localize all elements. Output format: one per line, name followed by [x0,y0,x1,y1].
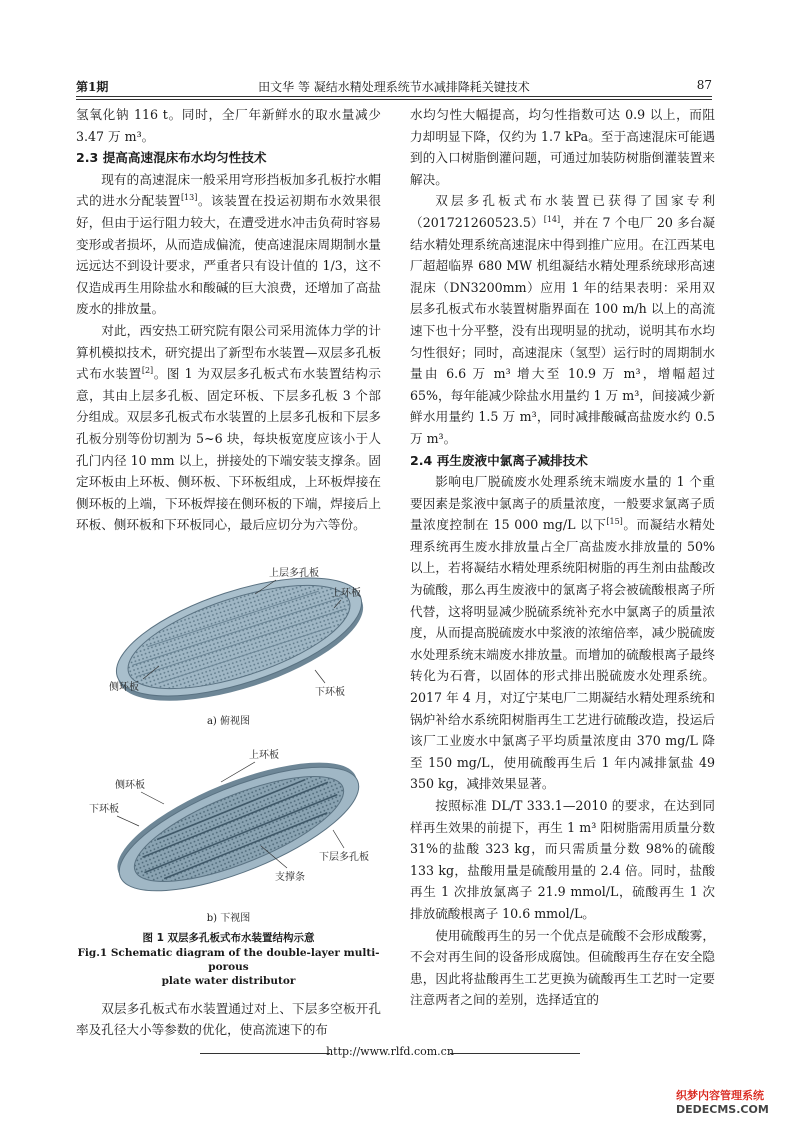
journal-url: http://www.rlfd.com.cn [326,1045,454,1058]
watermark-english: DEDECMS.COM [676,1103,769,1116]
paragraph-continued: 水均匀性大幅提高，均匀性指数可达 0.9 以上，而阻力却明显下降，仅约为 1.7 kPa。至于高速混床可能遇到的入口树脂倒灌问题，可通过加装防树脂倒灌装置来解决。 [410,107,715,187]
paragraph: 双层多孔板式布水装置通过对上、下层多空板开孔率及孔径大小等参数的优化，使高流速下的布 [76,1000,381,1038]
paragraph: 双层多孔板式布水装置已获得了国家专利（201721260523.5）[14]，并在 7 个电厂 20 多台凝结水精处理系统高速混床中得到推广应用。在江西某电厂超超临界 680 MW 机组凝结水精处理系统球形高速混床（DN3200mm）应用 1 年的结果表明：采用双层多孔板式布水装置树脂界面在 100 m/h 以上的高流速下也十分平整，没有出现明显的扰动，说明其布水均匀性很好；同时，高速混床（氢型）运行时的周期制水量由 6.6 万 m³ 增大至 10.9 万 m³，增幅超过 65%，每年能减少除盐水用量约 1 万 m³，间接减少新鲜水用量约 1.5 万 m³，同时减排酸碱高盐废水约 0.5 万 m³。 [410,193,715,446]
label-side-ring-plate: 侧环板 [108,681,139,693]
paragraph: 使用硫酸再生的另一个优点是硫酸不会形成酸雾，不会对再生间的设备形成腐蚀。但硫酸再生存在安全隐患，因此将盐酸再生工艺更换为硫酸再生工艺时一定要注意两者之间的差别，选择适宜的 [410,927,715,1008]
label-side-ring-plate: 侧环板 [114,779,145,791]
figure-caption-english-line2: plate water distributor [161,974,296,987]
figure-1b-bottom-view [79,734,379,909]
right-column [410,104,715,1011]
distributor-bottom-drawing [102,737,373,909]
figure-1 [76,542,381,988]
label-lower-ring-plate: 下环板 [88,803,119,815]
running-header [76,76,712,96]
left-column [76,104,381,1041]
figure-1a-top-view [79,542,379,712]
watermark-chinese: 织梦内容管理系统 [676,1089,764,1102]
label-upper-perforated-plate: 上层多孔板 [268,567,319,579]
page-number: 87 [696,78,712,92]
header-rule-double [76,99,712,100]
label-lower-ring-plate: 下环板 [314,686,345,698]
page-footer [200,1045,580,1061]
figure-caption-english [76,946,381,988]
section-heading-2-3: 2.3 提高高速混床布水均匀性技术 [76,150,267,166]
paragraph: 按照标准 DL/T 333.1—2010 的要求，在达到同样再生效果的前提下，再生 1 m³ 阳树脂需用质量分数 31%的盐酸 323 kg，而只需质量分数 98%的硫酸 133 kg，盐酸用量是硫酸用量的 2.4 倍。同时，盐酸再生 1 次排放氯离子 21.9 mmol/L，硫酸再生 1 次排放硫酸根离子 10.6 mmol/L。 [410,798,715,921]
header-rule [76,96,712,97]
footer-rule-right [450,1053,580,1054]
figure-1b-subcaption: b) 下视图 [206,912,251,924]
running-title: 田文华 等 凝结水精处理系统节水减排降耗关键技术 [258,80,530,94]
figure-1a-subcaption: a) 俯视图 [206,715,251,727]
label-support-bar: 支撑条 [274,871,305,883]
paragraph-continued: 氢氧化钠 116 t。同时，全厂年新鲜水的取水量减少 3.47 万 m³。 [76,107,381,144]
watermark [676,1087,790,1117]
label-lower-perforated-plate: 下层多孔板 [318,851,369,863]
section-heading-2-4: 2.4 再生废液中氯离子减排技术 [410,452,588,468]
label-upper-ring-plate: 上环板 [330,587,361,599]
paragraph: 对此，西安热工研究院有限公司采用流体力学的计算机模拟技术，研究提出了新型布水装置—双层多孔板式布水装置[2]。图 1 为双层多孔板式布水装置结构示意，其由上层多孔板、固定环板、下层多孔板 3 个部分组成。双层多孔板式布水装置的上层多孔板和下层多孔板分别等份切割为 5~6 块，每块板宽度应该小于人孔门内径 10 mm 以上，拼接处的下端安装支撑条。固定环板由上环板、侧环板、下环板组成，上环板焊接在侧环板的上端，下环板焊接在侧环板的下端，焊接后上环板、侧环板和下环板同心，最后应切分为六等份。 [76,322,382,533]
paragraph: 现有的高速混床一般采用穹形挡板加多孔板拧水帽式的进水分配装置[13]。该装置在投运初期布水效果很好，但由于运行阻力较大，在遭受进水冲击负荷时容易变形或者损坏，从而造成偏流，使高速混床周期制水量远远达不到设计要求，严重者只有设计值的 1/3，这不仅造成再生用除盐水和酸碱的巨大浪费，还增加了高盐废水的排放量。 [76,171,381,317]
issue-number: 第1期 [76,80,109,94]
figure-caption-chinese: 图 1 双层多孔板式布水装置结构示意 [142,931,315,944]
label-upper-ring-plate: 上环板 [248,749,279,761]
figure-caption-english-line1: Fig.1 Schematic diagram of the double-layer multi-porous [77,946,380,973]
paragraph: 影响电厂脱硫废水处理系统末端废水量的 1 个重要因素是浆液中氯离子的质量浓度，一般要求氯离子质量浓度控制在 15 000 mg/L 以下[15]。而凝结水精处理系统再生废水排放量占全厂高盐废水排放量的 50%以上，若将凝结水精处理系统阳树脂的再生剂由盐酸改为硫酸，那么再生废液中的氯离子将会被硫酸根离子所代替，这将明显减少脱硫系统补充水中氯离子的质量浓度，从而提高脱硫废水中浆液的浓缩倍率，减少脱硫废水处理系统末端废水排放量。而增加的硫酸根离子最终转化为石膏，以固体的形式排出脱硫废水处理系统。2017 年 4 月，对辽宁某电厂二期凝结水精处理系统和锅炉补给水系统阳树脂再生工艺进行硫酸改造，投运后该厂工业废水中氯离子平均质量浓度由 370 mg/L 降至 150 mg/L，使用硫酸再生后 1 年内减排氯盐 49 350 kg，减排效果显著。 [410,474,715,792]
